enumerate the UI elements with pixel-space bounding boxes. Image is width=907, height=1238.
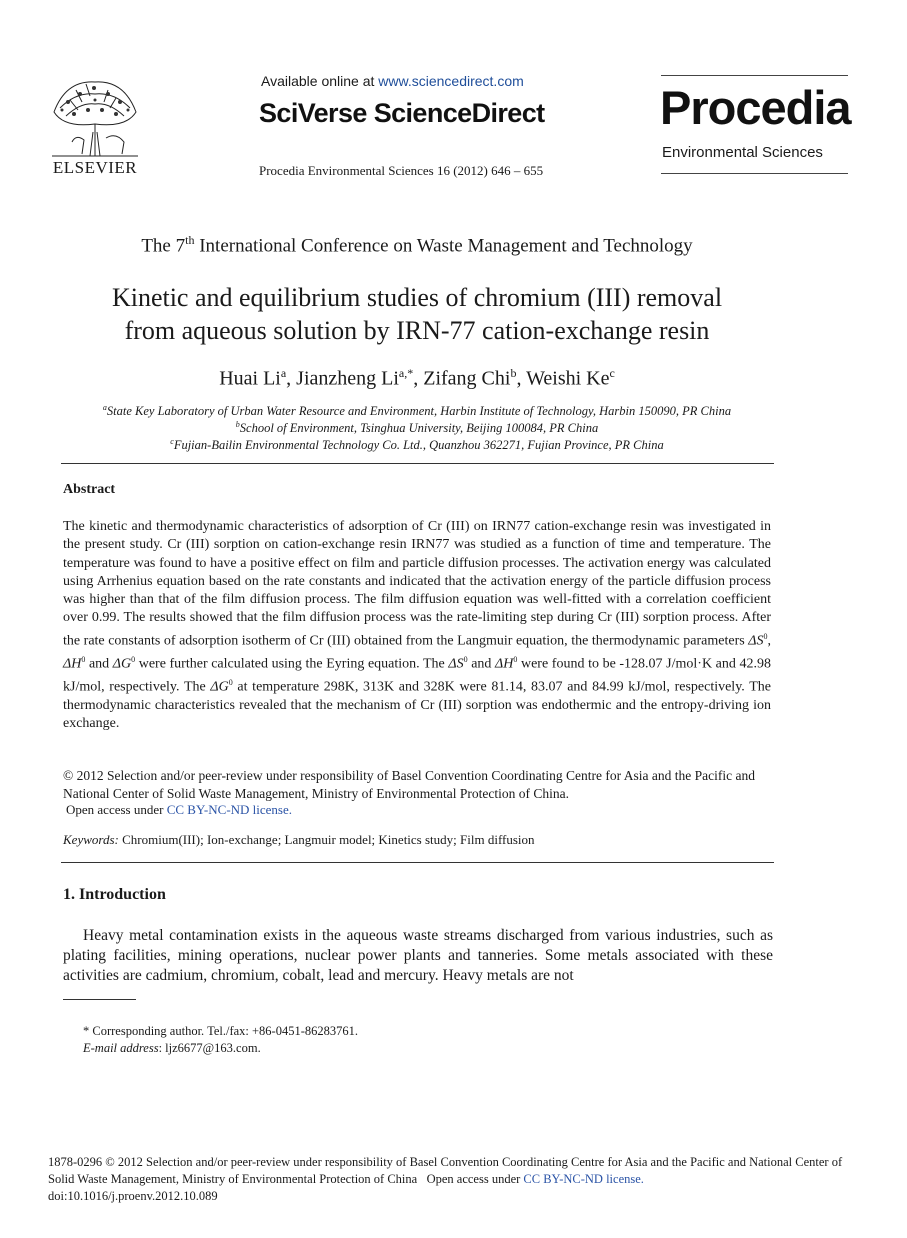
superscript-zero: 0 (81, 654, 86, 664)
abstract-text-b: were further calculated using the Eyring equation. The (135, 656, 449, 672)
introduction-paragraph (63, 926, 773, 986)
conference-ordinal: th (185, 233, 195, 247)
section-heading-introduction: 1. Introduction (63, 886, 166, 903)
affiliation-text: Fujian-Bailin Environmental Technology Co. Ltd., Quanzhou 362271, Fujian Province, PR China (173, 438, 664, 453)
affiliation-mark: b (235, 420, 240, 429)
footer-doi: doi:10.1016/j.proenv.2012.10.089 (48, 1189, 218, 1203)
affiliation-mark: c (170, 437, 174, 446)
availability-prefix: Available online at (261, 73, 379, 89)
affiliation-a (0, 403, 834, 419)
author-name: Weishi Ke (526, 367, 610, 390)
footnote-rule (63, 999, 136, 1000)
abstract-body (63, 518, 771, 733)
email-note (83, 1041, 261, 1056)
symbol-delta-g: ΔG (210, 679, 229, 695)
affiliation-mark: a (102, 403, 107, 412)
email-label: E-mail address (83, 1041, 159, 1055)
symbol-delta-g: ΔG (112, 656, 132, 672)
footer-issn-copyright (48, 1154, 848, 1188)
publisher-wordmark: ELSEVIER (52, 158, 138, 177)
author-affil-mark: c (609, 366, 615, 380)
abstract-text-d: at temperature 298K, 313K and 328K were 81.14, 83.07 and 84.99 kJ/mol, respectively. The thermodynamic characteristics revealed that the mechanism of Cr (III) sorption was endothermic and the entropy-driving ion exchange. (63, 679, 771, 731)
author-list: Huai Li$^a$, Jianzheng $Li^{a,*}$, Zifang Chi$^b$, Weishi Ke$^c$ (219, 366, 615, 390)
symbol-delta-h: ΔH (495, 656, 514, 672)
affiliation-b (0, 420, 834, 436)
author-name: Jianzheng Li (296, 367, 399, 390)
license-link[interactable]: CC BY-NC-ND license. (166, 802, 293, 817)
symbol-delta-s: ΔS (448, 656, 464, 672)
separator: and (85, 656, 113, 672)
superscript-zero: 0 (463, 654, 468, 664)
author-affil-mark: a (280, 366, 287, 380)
superscript-zero: 0 (763, 631, 768, 641)
footer-text: 1878-0296 © 2012 Selection and/or peer-review under responsibility of Basel Convention Coordinating Centre for Asia and the Pacific and National Center of Solid Waste Management, Ministry of Environmental Protection of China (48, 1155, 843, 1186)
paper-title (0, 281, 834, 347)
open-access-prefix: Open access under (66, 802, 167, 817)
superscript-zero: 0 (131, 654, 136, 664)
abstract-text-c: were found to be -128.07 J/mol·K and 42.98 kJ/mol, respectively. The (63, 656, 771, 695)
conference-prefix: The 7 (141, 235, 186, 257)
conference-rest: International Conference on Waste Management and Technology (194, 235, 693, 257)
title-line-2: from aqueous solution by IRN-77 cation-exchange resin (124, 316, 710, 345)
availability-line (261, 73, 524, 89)
divider-top (61, 463, 774, 464)
author-affil-mark: a,* (398, 366, 414, 380)
platform-wordmark: SciVerse ScienceDirect (259, 98, 545, 128)
email-address: : ljz6677@163.com. (158, 1041, 261, 1055)
journal-logo-wordmark: Procedia (660, 81, 851, 134)
journal-logo-bottom-rule (661, 173, 848, 174)
affiliation-text: School of Environment, Tsinghua University, Beijing 100084, PR China (239, 421, 599, 436)
keywords-label: Keywords: (63, 832, 119, 847)
footer-open-access-prefix: Open access under (426, 1172, 524, 1186)
journal-logo-top-rule (661, 75, 848, 76)
copyright-statement: © 2012 Selection and/or peer-review under responsibility of Basel Convention Coordinating Centre for Asia and the Pacific and National Center of Solid Waste Management, Ministry of Environmental Protection of China. (63, 768, 755, 801)
symbol-delta-h: ΔH (63, 656, 82, 672)
journal-logo-subtitle: Environmental Sciences (662, 144, 823, 161)
superscript-zero: 0 (228, 677, 233, 687)
open-access-line (66, 802, 292, 818)
conference-name (0, 233, 834, 257)
affiliation-c (0, 437, 834, 453)
author-affil-mark: b (510, 366, 517, 380)
author-name: Huai Li (219, 367, 281, 390)
keywords-list: Chromium(III); Ion-exchange; Langmuir model; Kinetics study; Film diffusion (118, 832, 535, 847)
affiliation-text: State Key Laboratory of Urban Water Resource and Environment, Harbin Institute of Technology, Harbin 150090, PR China (106, 404, 732, 419)
superscript-zero: 0 (513, 654, 518, 664)
keywords (63, 832, 535, 848)
corresponding-author-note: * Corresponding author. Tel./fax: +86-0451-86283761. (83, 1024, 359, 1038)
separator: , (767, 633, 771, 649)
footer-license-link[interactable]: CC BY-NC-ND license. (523, 1172, 644, 1186)
abstract-text-a: The kinetic and thermodynamic characteristics of adsorption of Cr (III) on IRN77 cation-exchange resin was investigated in the present study. Cr (III) sorption on cation-exchange resin IRN77 was studied as a function of time and temperature. The temperature was found to have a positive effect on film and particle diffusion processes. The activation energy was calculated using Arrhenius equation based on the rate constants and indicated that the activation energy of the particle diffusion process was higher than that of the film diffusion process. The film diffusion equation was well-fitted with a correlation coefficient over 0.99. The results showed that the film diffusion process was the rate-limiting step during Cr (III) sorption process. After the rate constants of adsorption isotherm of Cr (III) obtained from the Langmuir equation, the thermodynamic parameters (63, 519, 771, 649)
author-name: Zifang Chi (423, 367, 511, 390)
title-line-1: Kinetic and equilibrium studies of chromium (III) removal (111, 283, 723, 312)
separator: and (467, 656, 496, 672)
symbol-delta-s: ΔS (748, 633, 764, 649)
introduction-text: Heavy metal contamination exists in the aqueous waste streams discharged from various industries, such as plating facilities, mining operations, nuclear power plants and tanneries. Some metals associated with these activities are cadmium, chromium, cobalt, lead and mercury. Heavy metals are not (63, 927, 773, 984)
sciencedirect-link[interactable]: www.sciencedirect.com (378, 73, 524, 89)
divider-bottom (61, 862, 774, 863)
abstract-heading: Abstract (63, 482, 116, 497)
journal-reference: Procedia Environmental Sciences 16 (2012) 646 – 655 (259, 163, 544, 178)
